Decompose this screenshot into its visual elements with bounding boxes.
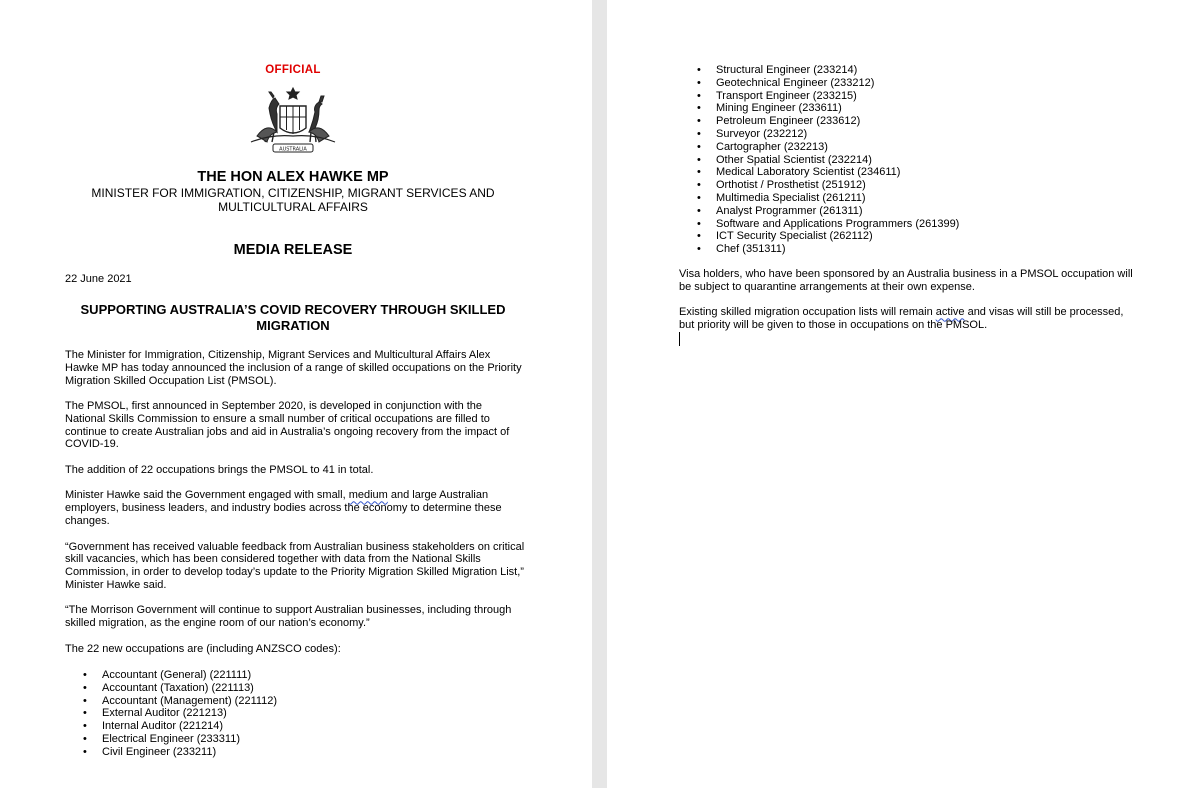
list-item: • ICT Security Specialist (262112)	[679, 230, 959, 243]
list-item: • Structural Engineer (233214)	[679, 64, 959, 77]
release-body-page-2	[679, 268, 1139, 345]
list-item: • Mining Engineer (233611)	[679, 102, 959, 115]
list-item: • Analyst Programmer (261311)	[679, 205, 959, 218]
paragraph-intro: The Minister for Immigration, Citizenship, Migrant Services and Multicultural Affairs Alex Hawke MP has today announced the inclusion of a range of skilled occupations on the Priority Migration Skilled Occupation List (PMSOL).	[65, 349, 522, 387]
list-item: • Geotechnical Engineer (233212)	[679, 77, 959, 90]
list-item: • Medical Laboratory Scientist (234611)	[679, 166, 959, 179]
paragraph-quote-support: “The Morrison Government will continue to support Australian businesses, including through skilled migration, as the engine room of our nation’s economy.”	[65, 604, 512, 630]
release-body	[65, 349, 525, 668]
occupation-list-page-1	[65, 669, 277, 759]
release-date: 22 June 2021	[65, 273, 132, 285]
list-item: • Surveyor (232212)	[679, 128, 959, 141]
list-item: • Transport Engineer (233215)	[679, 90, 959, 103]
paragraph-visa-holders: Visa holders, who have been sponsored by an Australia business in a PMSOL occupation will be subject to quarantine arrangements at their own expense.	[679, 268, 1133, 293]
text-cursor	[679, 332, 680, 346]
paragraph-additions: The addition of 22 occupations brings the PMSOL to 41 in total.	[65, 463, 374, 476]
classification-label: OFFICIAL	[265, 64, 321, 76]
paragraph-existing-lists-text-b: and visas will still be processed, but priority will be given to those in occupations on the PMSOL.	[679, 306, 1124, 332]
paragraph-existing-lists	[679, 306, 1139, 332]
list-item: • Electrical Engineer (233311)	[65, 733, 277, 746]
paragraph-quote-feedback: “Government has received valuable feedback from Australian business stakeholders on critical skill vacancies, which has been considered together with data from the National Skills Commission, in order to develop today’s update to the Priority Migration Skilled Migration List,” Minister Hawke said.	[65, 540, 525, 591]
grammar-flagged-word[interactable]: active	[935, 306, 965, 319]
grammar-flagged-word[interactable]: medium	[348, 489, 388, 502]
minister-name: THE HON ALEX HAWKE MP	[197, 169, 389, 185]
list-item: • Accountant (Management) (221112)	[65, 695, 277, 708]
minister-title: MINISTER FOR IMMIGRATION, CITIZENSHIP, MIGRANT SERVICES AND MULTICULTURAL AFFAIRS	[91, 186, 495, 214]
list-item: • Accountant (Taxation) (221113)	[65, 682, 277, 695]
list-item: • Chef (351311)	[679, 243, 959, 256]
list-item: • Petroleum Engineer (233612)	[679, 115, 959, 128]
list-item: • Software and Applications Programmers (261399)	[679, 218, 959, 231]
list-item: • Accountant (General) (221111)	[65, 669, 277, 682]
release-title: MEDIA RELEASE	[233, 242, 353, 258]
list-item: • Internal Auditor (221214)	[65, 720, 277, 733]
list-item: • Multimedia Specialist (261211)	[679, 192, 959, 205]
list-item: • Orthotist / Prosthetist (251912)	[679, 179, 959, 192]
australian-coat-of-arms-icon	[247, 86, 339, 156]
list-item: • External Auditor (221213)	[65, 707, 277, 720]
paragraph-existing-lists-text-a: Existing skilled migration occupation lists will remain	[679, 306, 936, 319]
release-headline: SUPPORTING AUSTRALIA’S COVID RECOVERY THROUGH SKILLED MIGRATION	[80, 302, 506, 333]
list-item: • Cartographer (232213)	[679, 141, 959, 154]
paragraph-engagement-text-b: and large Australian employers, business leaders, and industry bodies across the economy to determine these changes.	[65, 489, 502, 528]
paragraph-list-intro: The 22 new occupations are (including ANZSCO codes):	[65, 642, 341, 655]
paragraph-engagement-text-a: Minister Hawke said the Government engaged with small,	[65, 489, 349, 502]
paragraph-pmsol: The PMSOL, first announced in September 2020, is developed in conjunction with the National Skills Commission to ensure a small number of critical occupations are filled to continue to create Australian jobs and aid in Australia’s ongoing recovery from the impact of COVID-19.	[65, 400, 510, 451]
list-item: • Other Spatial Scientist (232214)	[679, 154, 959, 167]
svg-text:AUSTRALIA: AUSTRALIA	[279, 146, 307, 153]
occupation-list-page-2	[679, 64, 959, 256]
list-item: • Civil Engineer (233211)	[65, 746, 277, 759]
paragraph-engagement	[65, 489, 525, 527]
